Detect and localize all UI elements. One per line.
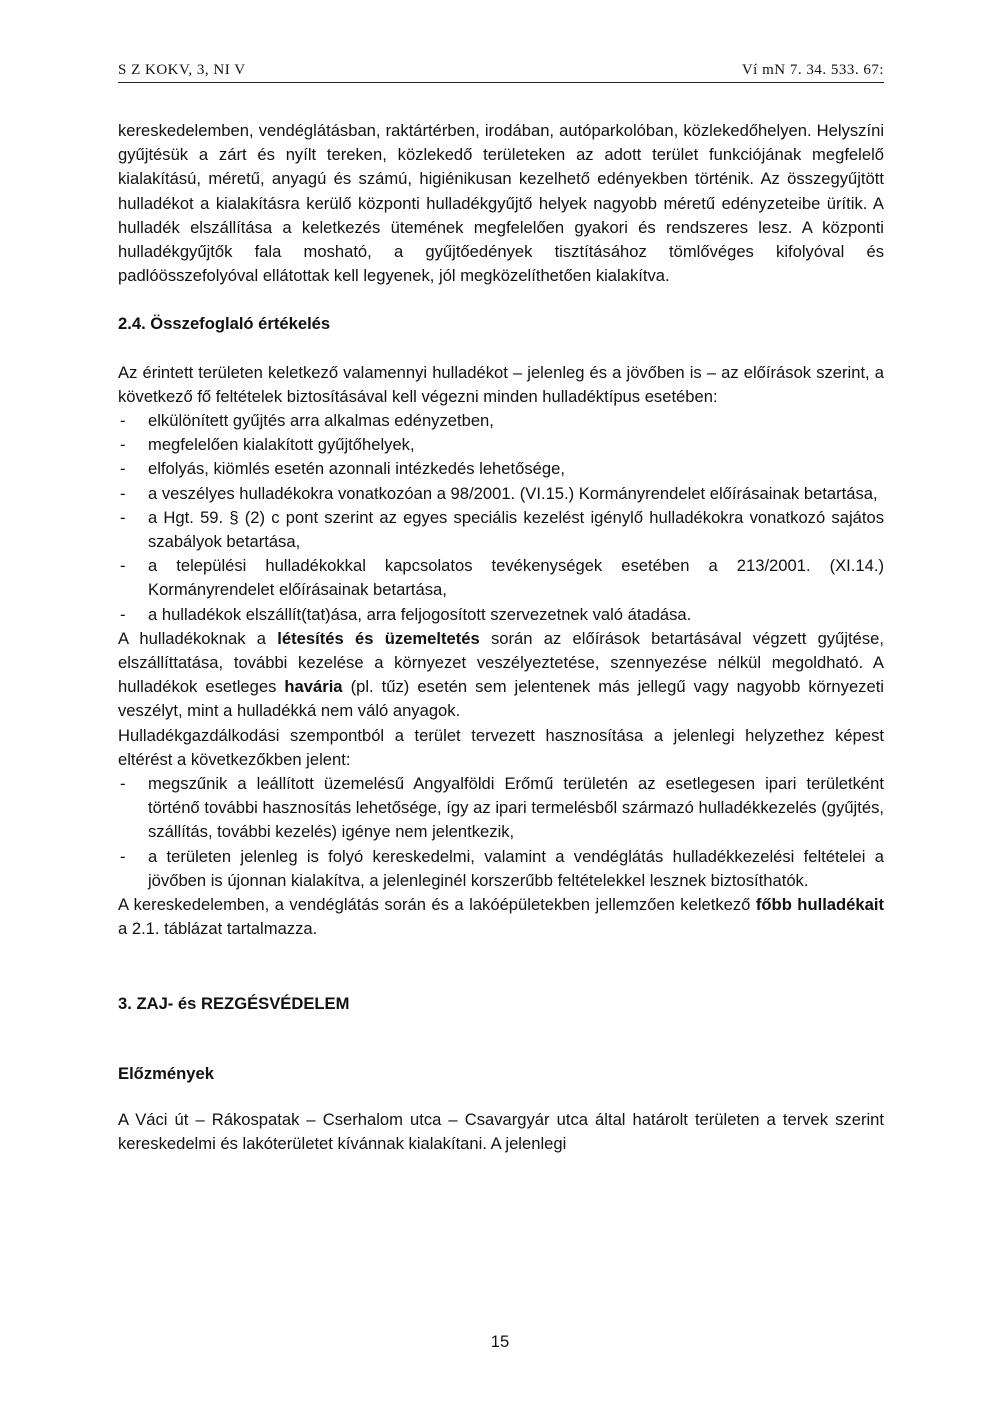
text-run: a 2.1. táblázat tartalmazza. bbox=[118, 919, 318, 939]
text-run: A hulladékoknak a bbox=[118, 628, 278, 648]
text-run: (pl. tűz) esetén sem jelentenek más jellegű vagy nagyobb környezeti veszélyt, mint a hulladékká nem váló anyagok. bbox=[118, 677, 884, 721]
list-item: - a területen jelenleg is folyó kereskedelmi, valamint a vendéglátás hulladékkezelési feltételei a jövőben is újonnan kialakítva, a jelenleginél korszerűbb feltételekkel lesznek biztosíthatók. bbox=[118, 845, 884, 893]
heading-previous: Előzmények bbox=[118, 1063, 214, 1083]
list-item: - elkülönített gyűjtés arra alkalmas edényzetben, bbox=[118, 409, 884, 433]
heading-noise: 3. ZAJ- és REZGÉSVÉDELEM bbox=[118, 993, 350, 1013]
list-item: - megfelelően kialakított gyűjtőhelyek, bbox=[118, 433, 884, 457]
heading-summary: 2.4. Összefoglaló értékelés bbox=[118, 314, 331, 334]
paragraph-letesites bbox=[118, 627, 884, 724]
text-run: során az előírások betartásával végzett gyűjtése, elszállíttatása, további kezelése a környezet veszélyeztetése, szennyezése nélkül megoldható. A hulladékok esetleges bbox=[118, 628, 884, 697]
paragraph-table-ref bbox=[118, 893, 884, 941]
header-left-text: S Z KOKV, 3, NI V bbox=[118, 62, 246, 78]
list-item: - a hulladékok elszállít(tat)ása, arra feljogosított szervezetnek való átadása. bbox=[118, 603, 884, 627]
page-content bbox=[118, 119, 884, 1156]
requirements-list bbox=[118, 409, 884, 627]
header-right-text: Ví mN 7. 34. 533. 67: bbox=[741, 62, 884, 78]
changes-list bbox=[118, 772, 884, 893]
list-item: - elfolyás, kiömlés esetén azonnali intézkedés lehetősége, bbox=[118, 457, 884, 481]
list-item: - a veszélyes hulladékokra vonatkozóan a 98/2001. (VI.15.) Kormányrendelet előírásainak betartása, bbox=[118, 482, 884, 506]
list-item: - a települési hulladékokkal kapcsolatos tevékenységek esetében a 213/2001. (XI.14.) Kormányrendelet előírásainak betartása, bbox=[118, 554, 884, 602]
list-item: - a Hgt. 59. § (2) c pont szerint az egyes speciális kezelést igénylő hulladékokra vonatkozó sajátos szabályok betartása, bbox=[118, 506, 884, 554]
paragraph-summary: Az érintett területen keletkező valamennyi hulladékot – jelenleg és a jövőben is – az előírások szerint, a következő fő feltételek biztosításával kell végezni minden hulladéktípus esetében: bbox=[118, 362, 884, 406]
paragraph-gazdalkodas: Hulladékgazdálkodási szempontból a terület tervezett hasznosítása a jelenlegi helyzethez képest eltérést a következőkben jelent: bbox=[118, 725, 884, 769]
list-item: - megszűnik a leállított üzemelésű Angyalföldi Erőmű területén az esetlegesen ipari területként történő további hasznosítás lehetősége, így az ipari termelésből származó hulladékkezelés (gyűjtés, szállítás, további kezelés) igénye nem jelentkezik, bbox=[118, 772, 884, 845]
page-number: 15 bbox=[490, 1332, 510, 1351]
page-header bbox=[118, 62, 884, 83]
paragraph-intro: kereskedelemben, vendéglátásban, raktártérben, irodában, autóparkolóban, közlekedőhelyen. Helyszíni gyűjtésük a zárt és nyílt tereken, közlekedő területeken az adott terület funkciójának megfelelő kialakítású, méretű, anyagú és számú, higiénikusan kezelhető edényekben történik. Az összegyűjtött hulladékot a kialakításra kerülő központi hulladékgyűjtő helyek nagyobb méretű edényzeteibe ürítik. A hulladék elszállítása a keletkezés ütemének megfelelően gyakori és rendszeres lesz. A központi hulladékgyűjtők fala mosható, a gyűjtőedények tisztításához tömlővéges kifolyóval és padlóösszefolyóval ellátottak kell legyenek, jól megközelíthetően kialakítva. bbox=[118, 121, 884, 286]
bold-text-run: főbb hulladékait bbox=[755, 895, 884, 915]
bold-text-run: létesítés és üzemeltetés bbox=[277, 628, 480, 648]
bold-text-run: havária bbox=[284, 677, 343, 697]
text-run: A kereskedelemben, a vendéglátás során és a lakóépületekben jellemzően keletkező bbox=[118, 895, 756, 915]
paragraph-previous: A Váci út – Rákospatak – Cserhalom utca – Csavargyár utca által határolt területen a tervek szerint kereskedelmi és lakóterületet kívánnak kialakítani. A jelenlegi bbox=[118, 1109, 884, 1154]
